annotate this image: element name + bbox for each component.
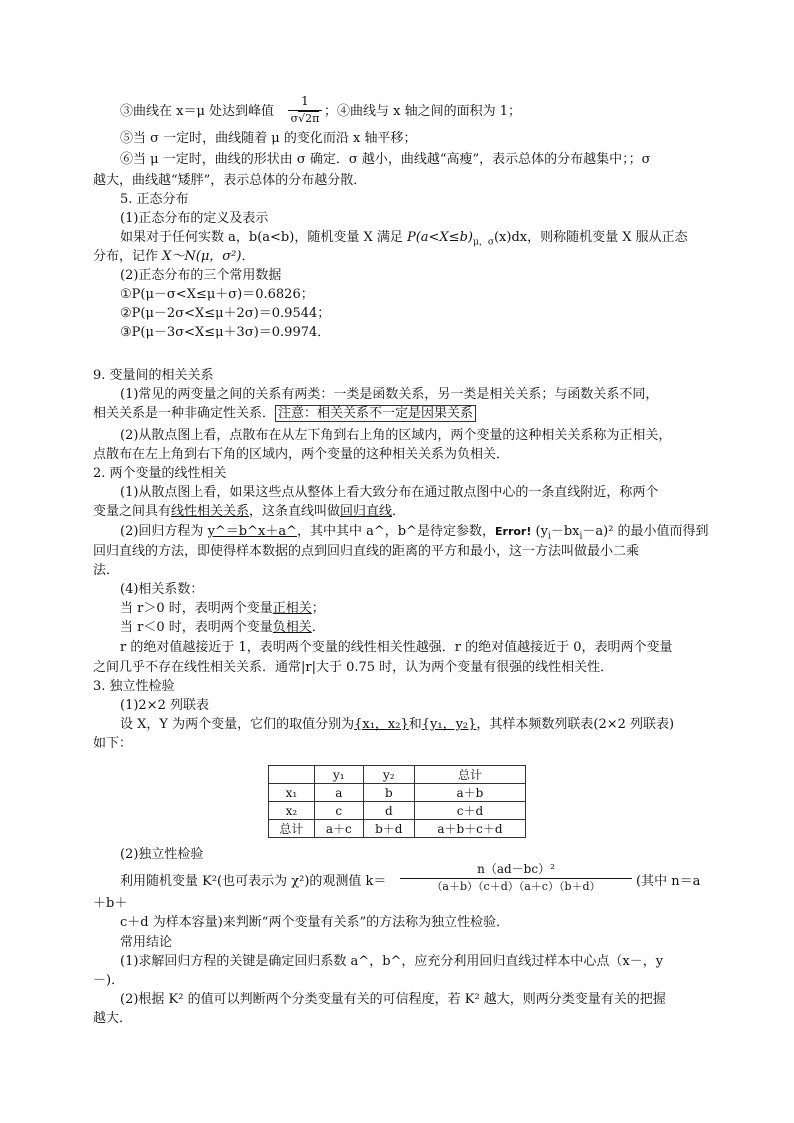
contingency-table bbox=[268, 765, 526, 838]
normal-dist-sub1: (1)正态分布的定义及表示 bbox=[120, 211, 269, 226]
correlation-line-3: (2)从散点图上看，点散布在从左下角到右上角的区域内，两个变量的这种相关关系称为正相关， bbox=[120, 428, 672, 443]
linear-line-8: 当 r＜0 时，表明两个变量负相关． bbox=[120, 620, 325, 635]
linear-line-10: 之间几乎不存在线性相关关系．通常|r|大于 0.75 时，认为两个变量有很强的线性相关性． bbox=[93, 660, 614, 675]
error-field: Error! bbox=[495, 525, 532, 538]
curve-property-5: ⑤当 σ 一定时，曲线随着 μ 的变化而沿 x 轴平移； bbox=[120, 131, 417, 146]
linear-line-7: 当 r＞0 时，表明两个变量正相关； bbox=[120, 601, 325, 616]
chi-square-formula-cont: ＋b＋ bbox=[93, 896, 128, 911]
table-cell: a＋b bbox=[414, 784, 525, 802]
table-cell: x₂ bbox=[269, 802, 315, 820]
table-header-cell: 总计 bbox=[414, 766, 525, 784]
linear-line-4: 回归直线的方法，即使得样本数据的点到回归直线的距离的平方和最小，这一方法叫做最小二乘 bbox=[93, 544, 640, 559]
normal-dist-data-2: ②P(μ－2σ<X≤μ＋2σ)＝0.9544； bbox=[120, 306, 331, 321]
normal-dist-data-1: ①P(μ－σ<X≤μ＋σ)＝0.6826； bbox=[120, 287, 314, 302]
independence-definition: c＋d 为样本容量)来判断“两个变量有关系”的方法称为独立性检验． bbox=[120, 915, 510, 930]
table-cell: a bbox=[314, 784, 363, 802]
section-heading-linear: 2. 两个变量的线性相关 bbox=[93, 466, 227, 481]
section-heading-normal-dist: 5. 正态分布 bbox=[120, 192, 189, 207]
conclusion-2: (2)根据 K² 的值可以判断两个分类变量有关的可信程度，若 K² 越大，则两分类变量有关的把握 bbox=[120, 992, 666, 1007]
section-heading-correlation: 9. 变量间的相关关系 bbox=[93, 368, 214, 383]
peak-value-fraction: 1 σ√2π bbox=[288, 94, 322, 126]
note-box: 注意：相关关系不一定是因果关系 bbox=[275, 405, 476, 422]
table-row bbox=[269, 820, 526, 838]
table-cell: c bbox=[314, 802, 363, 820]
table-header-cell bbox=[269, 766, 315, 784]
section-heading-independence: 3. 独立性检验 bbox=[93, 679, 175, 694]
table-cell: b＋d bbox=[363, 820, 414, 838]
curve-property-3-4: ③曲线在 x＝μ 处达到峰值 bbox=[120, 104, 275, 119]
linear-line-1: (1)从散点图上看，如果这些点从整体上看大致分布在通过散点图中心的一条直线附近，称两个 bbox=[120, 485, 659, 500]
table-row bbox=[269, 802, 526, 820]
chi-square-formula-tail: (其中 n＝a bbox=[636, 874, 701, 889]
chi-square-formula-lead: 利用随机变量 K²(也可表示为 χ²)的观测值 k＝ bbox=[120, 874, 387, 889]
conclusion-1-cont: －)． bbox=[93, 973, 125, 988]
linear-line-6: (4)相关系数： bbox=[120, 582, 204, 597]
independence-line-2: 如下： bbox=[93, 736, 133, 751]
sqrt-symbol: √2π bbox=[298, 112, 320, 125]
independence-line-1: 设 X，Y 为两个变量，它们的取值分别为{x₁，x₂}和{y₁，y₂}，其样本频数列联表(2×2 列联表) bbox=[120, 717, 675, 732]
table-cell: a＋b＋c＋d bbox=[414, 820, 525, 838]
table-header-cell: y₁ bbox=[314, 766, 363, 784]
normal-dist-data-3: ③P(μ－3σ<X≤μ＋3σ)＝0.9974． bbox=[120, 325, 331, 340]
table-cell: c＋d bbox=[414, 802, 525, 820]
conclusion-2-cont: 越大． bbox=[93, 1011, 133, 1026]
independence-sub2: (2)独立性检验 bbox=[120, 847, 204, 862]
normal-dist-sub2: (2)正态分布的三个常用数据 bbox=[120, 268, 282, 283]
table-cell: x₁ bbox=[269, 784, 315, 802]
linear-line-2: 变量之间具有线性相关关系，这条直线叫做回归直线． bbox=[93, 504, 406, 519]
correlation-line-2: 相关关系是一种非确定性关系． 注意：相关关系不一定是因果关系 bbox=[93, 405, 476, 423]
correlation-line-1: (1)常见的两变量之间的关系有两类：一类是函数关系，另一类是相关关系；与函数关系不同， bbox=[120, 387, 659, 402]
table-cell: b bbox=[363, 784, 414, 802]
curve-property-4: ；④曲线与 x 轴之间的面积为 1； bbox=[324, 104, 521, 119]
curve-property-6-cont: 越大，曲线越“矮胖”，表示总体的分布越分散． bbox=[93, 173, 367, 188]
conclusion-heading: 常用结论 bbox=[120, 935, 173, 950]
normal-dist-definition-cont: 分布，记作 X～N(μ，σ²)． bbox=[93, 249, 255, 264]
chi-square-fraction: n（ad－bc）² （a＋b）（c＋d）（a＋c）（b＋d） bbox=[400, 862, 632, 894]
linear-line-5: 法． bbox=[93, 563, 120, 578]
curve-property-6: ⑥当 μ 一定时，曲线的形状由 σ 确定．σ 越小，曲线越“高瘦”，表示总体的分布越集中；；σ bbox=[120, 152, 651, 167]
table-cell: a＋c bbox=[314, 820, 363, 838]
table-header-cell: y₂ bbox=[363, 766, 414, 784]
table-cell: 总计 bbox=[269, 820, 315, 838]
linear-line-9: r 的绝对值越接近于 1，表明两个变量的线性相关性越强．r 的绝对值越接近于 0，表明两个变量 bbox=[120, 640, 673, 655]
correlation-line-4: 点散布在左上角到右下角的区域内，两个变量的这种相关关系为负相关． bbox=[93, 447, 510, 462]
table-header-row bbox=[269, 766, 526, 784]
conclusion-1: (1)求解回归方程的关键是确定回归系数 a^，b^，应充分利用回归直线过样本中心点（x－，y bbox=[120, 954, 664, 969]
independence-sub1: (1)2×2 列联表 bbox=[120, 698, 209, 713]
table-cell: d bbox=[363, 802, 414, 820]
linear-line-3: (2)回归方程为 y^＝b^x＋a^，其中其中 a^，b^是待定参数，Error! $(y_i-bx_i-a)^2$ 的最小值而得到 bbox=[120, 524, 709, 542]
table-row bbox=[269, 784, 526, 802]
normal-dist-definition: 如果对于任何实数 a，b(a<b)，随机变量 X 满足 $P(a<X\le b)_{\mu,\sigma}(x)dx$，则称随机变量 X 服从正态 bbox=[120, 230, 688, 248]
